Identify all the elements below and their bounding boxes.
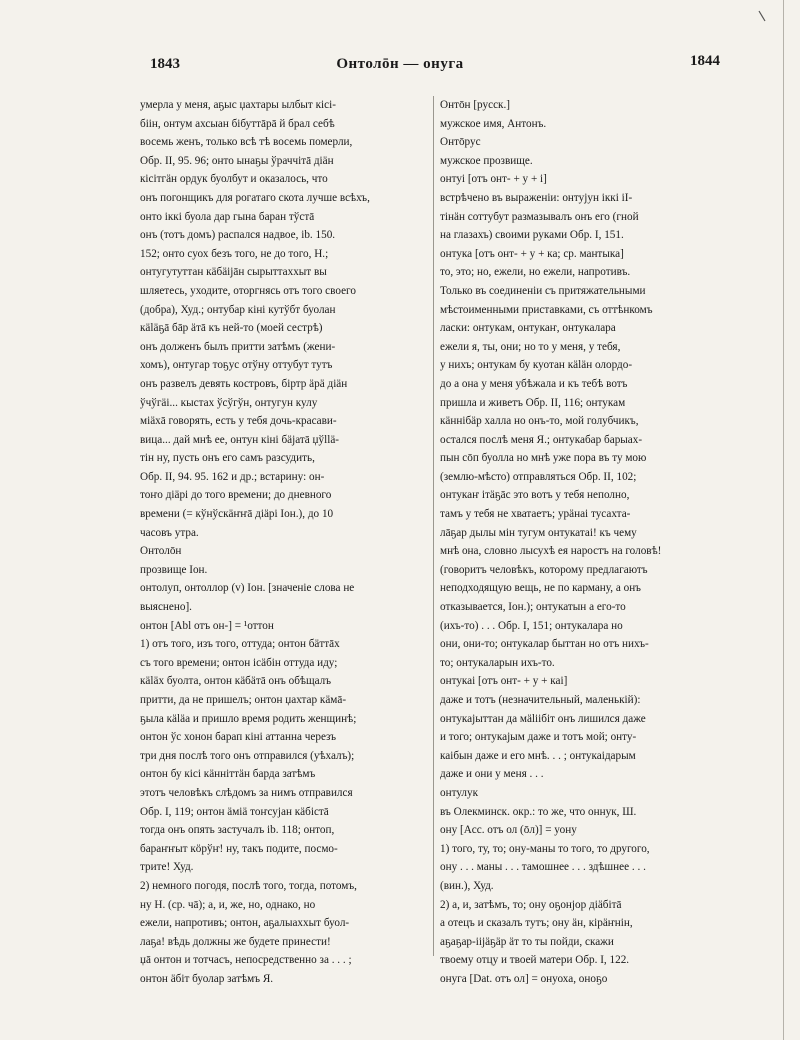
- text-line: выяснено].: [140, 601, 192, 614]
- text-line: мужское прозвище.: [440, 154, 533, 167]
- left-page-number: 1843: [150, 56, 180, 72]
- column-divider: [433, 96, 434, 956]
- text-line: лāҕар дылы мін тугум онтукатаі! къ чему: [440, 526, 637, 539]
- text-line: притти, да не пришелъ; онтон џахтар кäмā-: [140, 694, 347, 706]
- text-line: тін ну, пусть онъ его самъ разсудить,: [140, 452, 315, 465]
- text-line: онтукаҥ ітäҕāс это вотъ у тебя неполно,: [440, 489, 630, 502]
- text-line: тоҥо діäрі до того времени; до дневного: [140, 489, 332, 502]
- text-line: хомъ), онтугар тоҕус отўну оттубут тутъ: [140, 359, 333, 372]
- text-line: даже и они у меня . . .: [440, 768, 544, 781]
- text-line: въ Олекминск. окр.: то же, что оннук, Ш.: [440, 805, 637, 818]
- text-line: онтон бу кісі кäнніттäн барда затѣмъ: [140, 768, 316, 781]
- text-line: на глазахъ) своими руками Обр. I, 151.: [440, 229, 624, 242]
- text-line: 2) а, и, затѣмъ, то; ону оҕонјор діäбітā: [440, 898, 622, 911]
- text-line: съ того времени; онтон ісäбін оттуда иду;: [140, 656, 338, 669]
- text-line: а отецъ и сказалъ тутъ; ону äн, кірäҥнін,: [440, 917, 633, 930]
- text-line: ўчўгäі... кыстах ўсўгўн, онтугун кулу: [140, 396, 318, 409]
- text-line: встрѣчено въ выраженіи: онтујун іккі іІ-: [440, 191, 633, 204]
- text-line: шляетесь, уходите, оторгнясь отъ того своего: [140, 284, 356, 297]
- right-page-number: 1844: [690, 53, 720, 69]
- text-line: онтон ўс хонон барап кіні аттанна черезъ: [140, 731, 337, 744]
- text-line: онтон [Abl отъ он-] = ¹оттон: [140, 619, 274, 632]
- text-line: Онтōрус: [440, 136, 481, 149]
- text-line: кісітгäн ордук буолбут и оказалось, что: [140, 173, 328, 186]
- text-line: Онтолōн: [140, 545, 182, 558]
- text-line: онтон äбіт буолар затѣмъ Я.: [140, 972, 274, 985]
- text-line: бараҥҥыт кöрўҥ! ну, такъ подите, посмо-: [140, 842, 338, 855]
- text-line: пришла и живетъ Обр. II, 116; онтукам: [440, 396, 626, 409]
- text-line: ону [Acc. отъ ол (ōл)] = уону: [440, 824, 577, 837]
- text-line: (землю-мѣсто) отправляться Обр. II, 102;: [440, 470, 637, 483]
- text-line: мѣстоименными приставками, съ оттѣнкомъ: [440, 303, 653, 316]
- text-line: они, они-то; онтукалар быттан но отъ нихъ-: [440, 638, 649, 651]
- text-line: отказывается, Іон.); онтукатын а его-то: [440, 601, 626, 614]
- text-line: Обр. II, 94. 95. 162 и др.; встарину: он-: [140, 470, 325, 483]
- text-line: трите! Худ.: [140, 861, 194, 874]
- text-line: три дня послѣ того онъ отправился (уѣхалъ);: [140, 749, 355, 762]
- text-line: онъ развелъ девять костровъ, біртр äрä діäн: [140, 377, 348, 390]
- left-column: [140, 96, 432, 989]
- text-line: ону . . . маны . . . тамошнее . . . здѣшнее . . .: [440, 861, 646, 874]
- text-line: Только въ соединеніи съ притяжательными: [440, 284, 646, 297]
- text-line: тогда онъ опять застучалъ ib. 118; онтоп,: [140, 824, 335, 837]
- text-line: каібын даже и его мнѣ. . . ; онтукаідарым: [440, 749, 636, 762]
- text-line: этотъ человѣкъ слѣдомъ за нимъ отправился: [140, 786, 353, 799]
- text-line: онто іккі буола дар гына баран тўстā: [140, 210, 315, 223]
- text-line: онтулук: [440, 786, 479, 799]
- text-line: вица... дай мнѣ ее, онтун кіні бäјатā џўllä-: [140, 433, 340, 446]
- right-column: [440, 96, 732, 989]
- text-line: онъ погонщикъ для рогатаго скота лучше всѣхъ,: [140, 191, 370, 204]
- page-header: [0, 53, 800, 80]
- text-line: онтолуп, онтоллор (v) Іон. [значеніе слова не: [140, 582, 355, 595]
- text-line: ежели, напротивъ; онтон, аҕалыаххыт буол-: [140, 917, 350, 930]
- text-line: аҕаҕар-ііјäҕäр äт то ты пойди, скажи: [440, 935, 614, 948]
- text-line: Обр. II, 95. 96; онто ынаҕы ўраччітā діäн: [140, 154, 334, 167]
- text-line: тінäн соттубут размазывалъ онъ его (гной: [440, 210, 639, 223]
- text-line: (ихъ-то) . . . Обр. I, 151; онтукалара но: [440, 619, 623, 632]
- text-line: остался послѣ меня Я.; онтукабар барыах-: [440, 433, 643, 446]
- text-line: мнѣ она, словно лысухѣ ея наростъ на головѣ!: [440, 545, 662, 558]
- text-line: даже и тотъ (незначительный, маленькій):: [440, 694, 641, 706]
- text-line: твоему отцу и твоей матери Обр. I, 122.: [440, 954, 630, 967]
- text-line: (вин.), Худ.: [440, 879, 494, 892]
- text-line: до а она у меня убѣжала и къ тебѣ вотъ: [440, 377, 628, 390]
- text-line: онтукаі [отъ онт- + у + каі]: [440, 675, 568, 688]
- text-line: 2) немного погодя, послѣ того, тогда, потомъ,: [140, 879, 357, 892]
- text-line: кäläҕā бāр äтā къ ней-то (моей сестрѣ): [140, 322, 323, 335]
- text-line: онтугутуттан кäбäіјāн сырыттаххыт вы: [140, 266, 327, 279]
- text-line: мужское имя, Антонъ.: [440, 117, 547, 130]
- text-line: прозвище Іон.: [140, 563, 208, 576]
- text-line: тамъ у тебя не хватаетъ; урäнаі тусахта-: [440, 508, 631, 521]
- text-line: онуга [Dat. отъ ол] = онуоха, оноҕо: [440, 972, 608, 985]
- text-line: онтука [отъ онт- + у + ка; ср. мантыка]: [440, 247, 624, 260]
- text-line: (добра), Худ.; онтубар кіні кутўбт буолан: [140, 303, 336, 316]
- text-line: лаҕа! вѣдь должны же будете принести!: [140, 935, 331, 948]
- text-line: у нихъ; онтукам бу куотан кäläн олордо-: [440, 359, 633, 372]
- text-line: онтукајыттан да мälіібіт онъ лишился даже: [440, 712, 646, 725]
- text-line: времени (= кўнўскäҥҥā діäрі Іон.), до 10: [140, 508, 334, 521]
- text-line: 1) того, ту, то; ону-маны то того, то другого,: [440, 842, 650, 855]
- text-line: неподходящую вещь, не по карману, а онъ: [440, 582, 641, 595]
- text-line: міäхā говорять, есть у тебя дочь-красави-: [140, 415, 337, 428]
- text-line: онтуі [отъ онт- + у + і]: [440, 173, 547, 186]
- text-line: кäннібäр халла но онъ-то, мой голубчикъ,: [440, 415, 639, 428]
- text-line: то, это; но, ежели, но ежели, напротивъ.: [440, 266, 631, 279]
- text-line: ну Н. (ср. чā); а, и, же, но, однако, но: [140, 898, 316, 911]
- text-line: умерла у меня, аҕыс џахтары ылбыт кісі-: [140, 99, 336, 111]
- page-edge-line: [783, 0, 784, 1040]
- text-line: ҕыла кäläа и пришло время родить женщинѣ;: [140, 712, 357, 725]
- text-line: и того; онтукајым даже и тотъ мой; онту-: [440, 731, 637, 744]
- text-line: то; онтукаларын ихъ-то.: [440, 656, 555, 669]
- text-line: 1) отъ того, изъ того, оттуда; онтон бäттāх: [140, 638, 340, 651]
- text-line: ласки: онтукам, онтукаҥ, онтукалара: [440, 322, 616, 335]
- text-line: Обр. I, 119; онтон äміä тоҥсујан кäбістā: [140, 805, 329, 818]
- corner-mark-icon: [757, 10, 767, 22]
- text-line: кäläх буолта, онтон кäбäтā онъ обѣщалъ: [140, 675, 332, 688]
- text-line: пын сōп буолла но мнѣ уже пора въ ту мою: [440, 452, 647, 465]
- text-line: онъ (тотъ домъ) распался надвое, ib. 150.: [140, 229, 336, 242]
- text-line: Онтōн [русск.]: [440, 99, 510, 111]
- text-line: (говоритъ человѣкъ, которому предлагаютъ: [440, 563, 648, 576]
- text-line: онъ долженъ былъ притти затѣмъ (жени-: [140, 340, 336, 353]
- text-line: часовъ утра.: [140, 526, 199, 539]
- text-line: біін, онтум ахсыан бібуттāрā й брал себѣ: [140, 117, 335, 130]
- text-line: восемь женъ, только всѣ тѣ восемь померли,: [140, 136, 353, 149]
- text-line: џā онтон и тотчасъ, непосредственно за . . . ;: [140, 954, 352, 967]
- text-line: ежели я, ты, они; но то у меня, у тебя,: [440, 340, 621, 353]
- running-title: Онтолōн — онуга: [336, 56, 464, 72]
- text-line: 152; онто суох безъ того, не до того, Н.;: [140, 247, 329, 260]
